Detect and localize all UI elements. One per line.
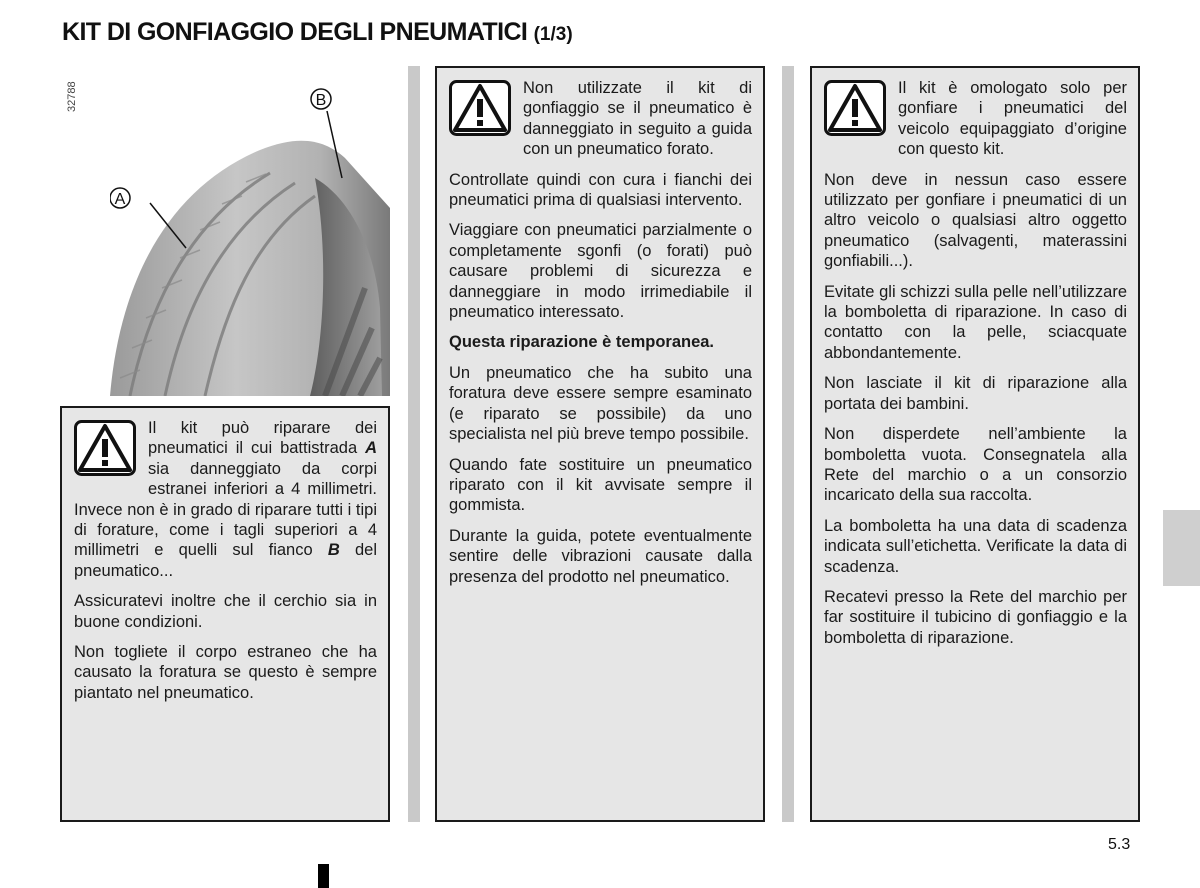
paragraph: Viaggiare con pneumatici parzialmente o completamente sgonfi (o forati) può causare problemi di sicurezza e danneggiare in modo irrimediabile il pneumatico interessato. (449, 221, 752, 322)
paragraph: Controllate quindi con cura i fianchi dei pneumatici prima di qualsiasi intervento. (449, 170, 752, 210)
paragraph: Non deve in nessun caso essere utilizzato per gonfiare i pneumatici di un altro veicolo o qualsiasi altro oggetto pneumatico (salvagenti, materassini gonfiabili...). (824, 170, 1127, 271)
tire-illustration (110, 78, 390, 396)
bold-paragraph: Questa riparazione è temporanea. (449, 333, 715, 352)
warning-box-right (810, 66, 1140, 822)
warning-box-left (60, 406, 390, 822)
paragraph: Non togliete il corpo estraneo che ha causato la foratura se questo è sempre piantato nel pneumatico. (74, 643, 377, 702)
paragraph: Assicuratevi inoltre che il cerchio sia in buone condizioni. (74, 592, 377, 631)
warning-triangle-icon (824, 80, 888, 138)
paragraph: Non disperdete nell’ambiente la bomboletta vuota. Consegnatela alla Rete del marchio o a un consorzio incaricato della sua raccolta. (824, 425, 1127, 505)
title-part-indicator: (1/3) (533, 24, 573, 45)
warning-triangle-icon (74, 420, 138, 478)
column-divider (782, 66, 794, 822)
print-crop-mark (318, 864, 329, 888)
paragraph: Il kit può riparare dei pneumatici il cui battistrada A sia danneggiato da corpi estranei inferiori a 4 millimetri. Invece non è in grado di riparare tutti i tipi di forature, come i tagli superiori a 4 millimetri e quelli sul fianco B del pneumatico... (74, 419, 377, 580)
page-number: 5.3 (1108, 836, 1131, 853)
label-a: A (114, 191, 126, 208)
column-divider (408, 66, 420, 822)
warning-box-middle (435, 66, 765, 822)
paragraph: Non lasciate il kit di riparazione alla portata dei bambini. (824, 374, 1127, 413)
label-b: B (315, 92, 327, 109)
paragraph: La bomboletta ha una data di scadenza indicata sull’etichetta. Verificate la data di scadenza. (824, 516, 1127, 576)
paragraph: Quando fate sostituire un pneumatico riparato con il kit avvisate sempre il gommista. (449, 455, 752, 515)
paragraph: Il kit è omologato solo per gonfiare i pneumatici del veicolo equipaggiato d’origine con questo kit. (898, 79, 1127, 159)
paragraph: Recatevi presso la Rete del marchio per far sostituire il tubicino di gonfiaggio e la bomboletta di riparazione. (824, 587, 1127, 647)
title-text: KIT DI GONFIAGGIO DEGLI PNEUMATICI (62, 18, 528, 46)
paragraph: Evitate gli schizzi sulla pelle nell’utilizzare la bomboletta di riparazione. In caso di contatto con la pelle, sciacquate abbondantemente. (824, 282, 1127, 362)
warning-triangle-icon (449, 80, 513, 138)
figure-code: 32788 (66, 81, 78, 112)
paragraph: Non utilizzate il kit di gonfiaggio se il pneumatico è danneggiato in seguito a guida con un pneumatico forato. (523, 79, 752, 159)
section-tab (1163, 510, 1200, 586)
paragraph: Durante la guida, potete eventualmente sentire delle vibrazioni causate dalla presenza del prodotto nel pneumatico. (449, 526, 752, 586)
page-title (62, 18, 573, 47)
paragraph: Un pneumatico che ha subito una foratura deve essere sempre esaminato (e riparato se possibile) da uno specialista nel più breve tempo possibile. (449, 363, 752, 444)
